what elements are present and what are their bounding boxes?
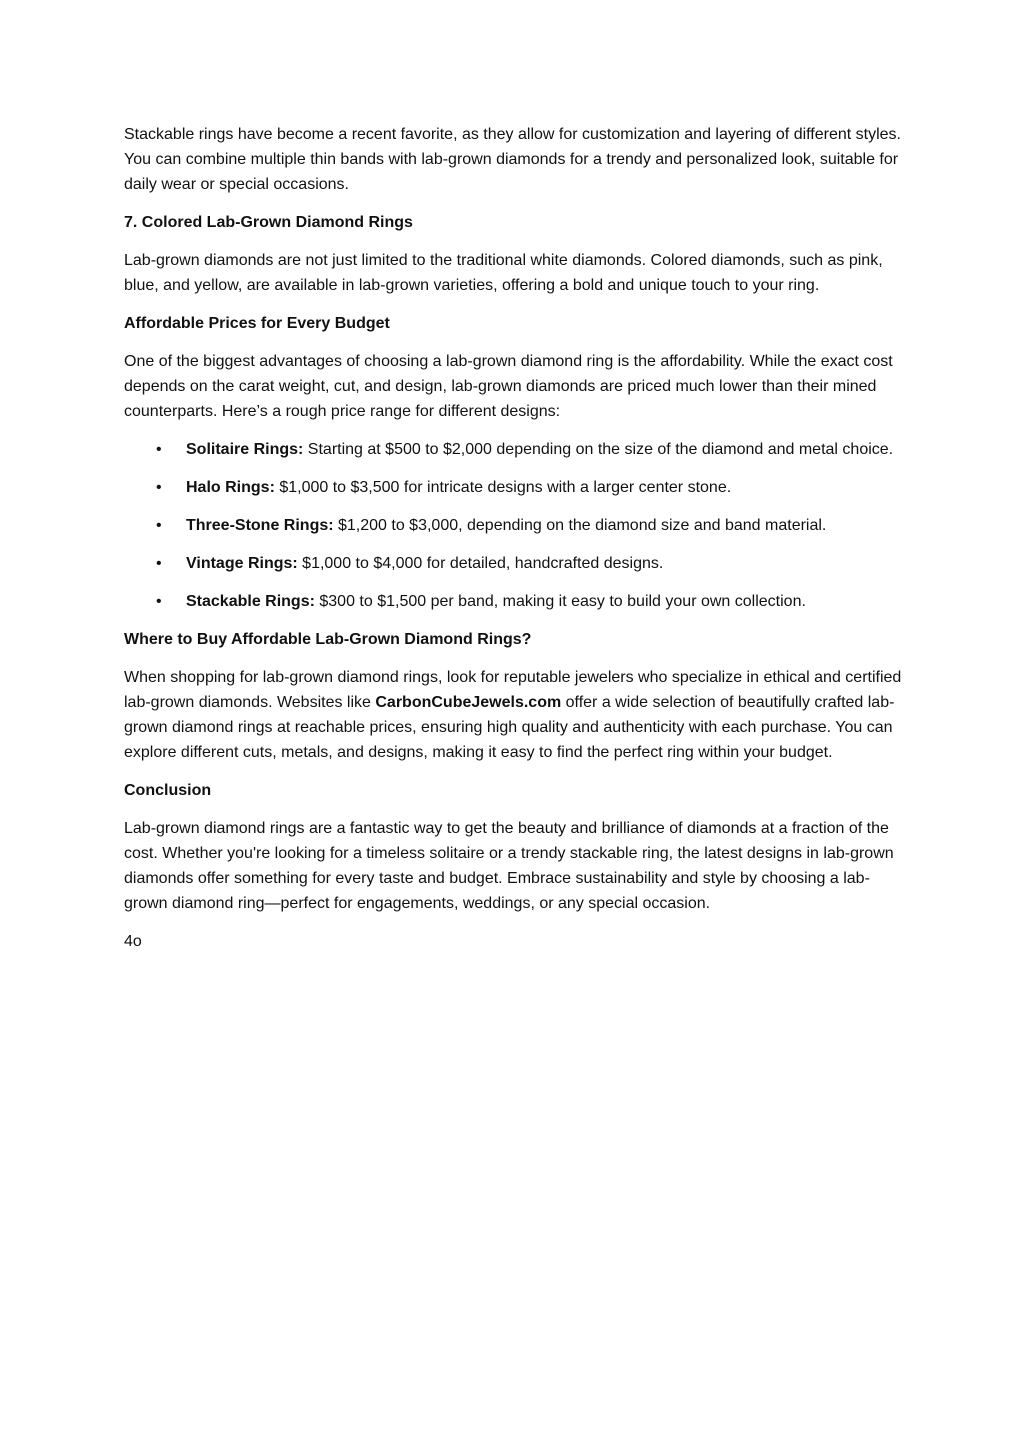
intro-paragraph: Stackable rings have become a recent favorite, as they allow for customization and layering of different styles. You can combine multiple thin bands with lab-grown diamonds for a trendy and personalized look, suitable for daily wear or special occasions. xyxy=(124,126,901,193)
list-item xyxy=(124,475,902,500)
bullet-icon: • xyxy=(156,441,162,458)
where-paragraph-after: offer a wide selection of beautifully crafted lab-grown diamond rings at reachable prices, ensuring high quality and authenticity with each purchase. You can explore different cuts, metals, and designs, making it easy to find the perfect ring within your budget. xyxy=(124,694,895,761)
list-item xyxy=(124,589,902,614)
list-item-label: Halo Rings: xyxy=(186,479,275,496)
list-item-label: Vintage Rings: xyxy=(186,555,298,572)
price-list xyxy=(124,437,902,614)
list-item xyxy=(124,437,902,462)
prices-paragraph: One of the biggest advantages of choosing a lab-grown diamond ring is the affordability. While the exact cost depends on the carat weight, cut, and design, lab-grown diamonds are priced much lower than their mined counterparts. Here’s a rough price range for different designs: xyxy=(124,353,893,420)
brand-name: CarbonCubeJewels.com xyxy=(375,694,562,711)
conclusion-paragraph: Lab-grown diamond rings are a fantastic way to get the beauty and brilliance of diamonds at a fraction of the cost. Whether you're looking for a timeless solitaire or a trendy stackable ring, the latest designs in lab-grown diamonds offer something for every taste and budget. Embrace sustainability and style by choosing a lab-grown diamond ring—perfect for engagements, weddings, or any special occasion. xyxy=(124,820,894,912)
list-item-text: $1,000 to $4,000 for detailed, handcrafted designs. xyxy=(297,555,664,572)
bullet-icon: • xyxy=(156,517,162,534)
where-paragraph xyxy=(124,665,902,765)
where-heading: Where to Buy Affordable Lab-Grown Diamond Rings? xyxy=(124,631,532,648)
bullet-icon: • xyxy=(156,593,162,610)
list-item-label: Three-Stone Rings: xyxy=(186,517,334,534)
list-item-label: Solitaire Rings: xyxy=(186,441,304,458)
list-item xyxy=(124,551,902,576)
prices-heading: Affordable Prices for Every Budget xyxy=(124,315,390,332)
list-item-text: Starting at $500 to $2,000 depending on the size of the diamond and metal choice. xyxy=(303,441,894,458)
bullet-icon: • xyxy=(156,479,162,496)
list-item-text: $1,000 to $3,500 for intricate designs with a larger center stone. xyxy=(274,479,732,496)
where-paragraph-before: When shopping for lab-grown diamond rings, look for reputable jewelers who specialize in ethical and certified lab-grown diamonds. Websites like xyxy=(124,669,902,711)
list-item-text: $300 to $1,500 per band, making it easy to build your own collection. xyxy=(314,593,806,610)
section-7-heading: 7. Colored Lab-Grown Diamond Rings xyxy=(124,214,413,231)
list-item-label: Stackable Rings: xyxy=(186,593,315,610)
trailing-text: 4o xyxy=(124,933,142,950)
list-item xyxy=(124,513,902,538)
section-7-paragraph: Lab-grown diamonds are not just limited to the traditional white diamonds. Colored diamonds, such as pink, blue, and yellow, are available in lab-grown varieties, offering a bold and unique touch to your ring. xyxy=(124,252,883,294)
document-page xyxy=(124,122,902,967)
bullet-icon: • xyxy=(156,555,162,572)
list-item-text: $1,200 to $3,000, depending on the diamond size and band material. xyxy=(333,517,827,534)
conclusion-heading: Conclusion xyxy=(124,782,212,799)
